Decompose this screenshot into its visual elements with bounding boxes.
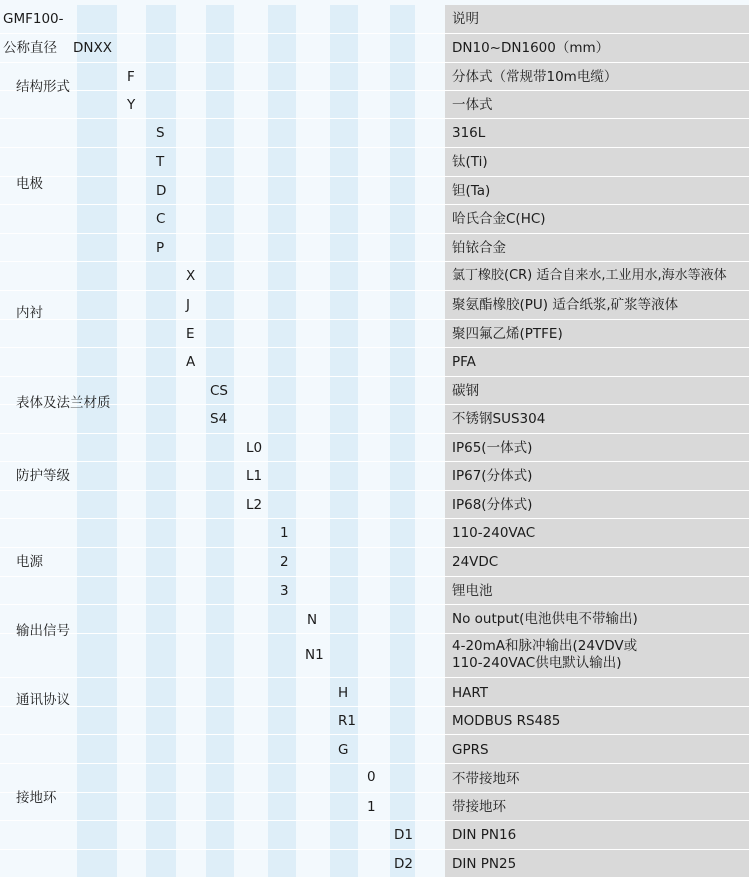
option-code: R1: [338, 713, 356, 729]
row-divider: [0, 490, 749, 491]
option-code: L2: [246, 497, 263, 513]
row-divider: [0, 319, 749, 320]
option-description: 24VDC: [452, 554, 499, 570]
option-description: 钽(Ta): [452, 183, 491, 199]
group-label-grounding-ring: 接地环: [16, 790, 57, 806]
option-code: G: [338, 742, 349, 758]
row-divider: [0, 404, 749, 405]
group-label-lining: 内衬: [16, 305, 43, 321]
option-code: 3: [280, 583, 289, 599]
group-label-protection: 防护等级: [16, 468, 70, 484]
diameter-description: DN10~DN1600（mm）: [452, 40, 610, 56]
option-code: P: [156, 240, 165, 256]
row-divider: [0, 233, 749, 234]
row-divider: [0, 763, 749, 764]
row-divider: [0, 147, 749, 148]
option-code: D2: [394, 856, 413, 872]
option-code: N1: [305, 647, 324, 663]
option-description: 聚氨酯橡胶(PU) 适合纸浆,矿浆等液体: [452, 297, 679, 313]
option-description: 分体式（常规带10m电缆）: [452, 69, 618, 85]
option-code: H: [338, 685, 349, 701]
row-divider: [0, 849, 749, 850]
diameter-code: DNXX: [73, 40, 112, 56]
option-description: 哈氏合金C(HC): [452, 211, 546, 227]
row-divider: [0, 290, 749, 291]
option-description: GPRS: [452, 742, 489, 758]
diameter-label: 公称直径: [3, 40, 57, 56]
option-code: D1: [394, 827, 413, 843]
group-label-structure: 结构形式: [16, 79, 70, 95]
row-divider: [0, 118, 749, 119]
row-divider: [0, 677, 749, 678]
group-label-communication: 通讯协议: [16, 692, 70, 708]
row-divider: [0, 633, 749, 634]
option-code: N: [307, 612, 318, 628]
option-code: S: [156, 125, 165, 141]
row-divider: [0, 604, 749, 605]
option-code: L0: [246, 440, 263, 456]
option-code: Y: [127, 97, 136, 113]
row-divider: [0, 547, 749, 548]
option-code: X: [186, 268, 196, 284]
option-description: 钛(Ti): [452, 154, 488, 170]
option-description: 碳钢: [452, 383, 479, 399]
option-description: HART: [452, 685, 489, 701]
option-code: D: [156, 183, 167, 199]
option-description: PFA: [452, 354, 476, 370]
option-code: F: [127, 69, 135, 85]
column-stripe: [268, 5, 296, 877]
row-divider: [0, 33, 749, 34]
option-description: 316L: [452, 125, 486, 141]
row-divider: [0, 62, 749, 63]
row-divider: [0, 706, 749, 707]
option-code: 0: [367, 769, 376, 785]
option-code: C: [156, 211, 166, 227]
model-code: GMF100-: [3, 11, 64, 27]
row-divider: [0, 820, 749, 821]
option-description: IP67(分体式): [452, 468, 533, 484]
option-description: 4-20mA和脉冲输出(24VDV或 110-240VAC供电默认输出): [452, 638, 638, 671]
row-divider: [0, 518, 749, 519]
row-divider: [0, 204, 749, 205]
option-description: 聚四氟乙烯(PTFE): [452, 326, 563, 342]
option-code: J: [186, 297, 190, 313]
option-code: L1: [246, 468, 263, 484]
option-code: 1: [367, 799, 376, 815]
option-code: 1: [280, 525, 289, 541]
option-description: MODBUS RS485: [452, 713, 561, 729]
option-code: A: [186, 354, 196, 370]
group-label-electrode: 电极: [16, 176, 43, 192]
option-description: No output(电池供电不带输出): [452, 611, 638, 627]
group-label-output: 输出信号: [16, 623, 70, 639]
option-description: IP65(一体式): [452, 440, 533, 456]
option-description: 氯丁橡胶(CR) 适合自来水,工业用水,海水等液体: [452, 268, 727, 283]
option-description: 110-240VAC: [452, 525, 536, 541]
option-description: DIN PN25: [452, 856, 517, 872]
option-code: E: [186, 326, 195, 342]
row-divider: [0, 261, 749, 262]
column-stripe: [390, 5, 415, 877]
row-divider: [0, 347, 749, 348]
row-divider: [0, 734, 749, 735]
option-description: 一体式: [452, 97, 493, 113]
group-label-power: 电源: [16, 554, 43, 570]
row-divider: [0, 792, 749, 793]
row-divider: [0, 376, 749, 377]
option-code: 2: [280, 554, 289, 570]
option-description: 带接地环: [452, 799, 506, 815]
row-divider: [0, 576, 749, 577]
row-divider: [0, 90, 749, 91]
row-divider: [0, 433, 749, 434]
option-description: 不带接地环: [452, 771, 520, 787]
column-stripe: [206, 5, 234, 877]
option-description: IP68(分体式): [452, 497, 533, 513]
row-divider: [0, 461, 749, 462]
option-description: 不锈钢SUS304: [452, 411, 546, 427]
option-description: 铂铱合金: [452, 240, 506, 256]
row-divider: [0, 176, 749, 177]
option-description: 锂电池: [452, 583, 493, 599]
column-stripe: [77, 5, 117, 877]
group-label-body-material: 表体及法兰材质: [16, 395, 111, 411]
option-code: S4: [210, 411, 228, 427]
description-header: 说明: [452, 11, 479, 27]
option-code: CS: [210, 383, 228, 399]
option-code: T: [156, 154, 165, 170]
option-description: DIN PN16: [452, 827, 517, 843]
